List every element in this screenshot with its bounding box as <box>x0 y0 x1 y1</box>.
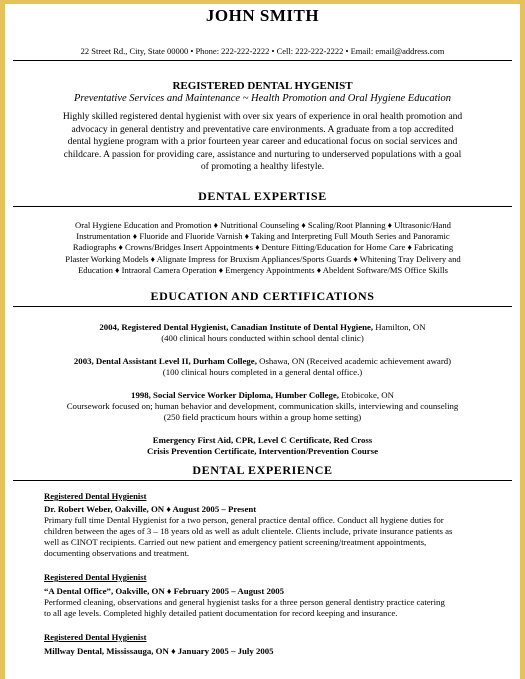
education-detail: Coursework focused on; human behavior and development, communication skills, interviewing and counseling <box>66 401 459 411</box>
education-entry <box>25 322 500 344</box>
section-divider <box>13 480 512 481</box>
job-title: Registered Dental Hygienist <box>44 572 147 582</box>
resume-page <box>5 4 520 679</box>
job-description <box>44 597 504 619</box>
job-description-line: Performed cleaning, observations and general hygienist tasks for a three person general dentistry practice catering <box>44 597 445 607</box>
job-description-line: children between the ages of 3 – 18 years old as well as adult clientele. Clients include, private insurance patients as <box>44 526 453 536</box>
candidate-name: JOHN SMITH <box>205 6 320 25</box>
job-description-line: documenting observations and treatment. <box>44 548 190 558</box>
section-heading-experience: DENTAL EXPERIENCE <box>192 463 333 477</box>
expertise-list <box>33 220 493 276</box>
section-heading-education: EDUCATION AND CERTIFICATIONS <box>150 289 375 303</box>
summary-line: childcare. A passion for providing care, assistance and nurturing to underserved populations with a goal <box>63 148 462 160</box>
job-description-line: well as CINOT recipients. Carried out new patient and emergency patient screening/treatment appointments, <box>44 537 427 547</box>
expertise-line: Plaster Working Models ♦ Alignate Impress for Bruxism Appliances/Sports Guards ♦ Whitening Tray Delivery and <box>65 253 461 264</box>
certification-line: Emergency First Aid, CPR, Level C Certificate, Red Cross <box>152 435 373 445</box>
summary-line: of promoting a healthy lifestyle. <box>200 161 325 172</box>
job-description <box>44 515 504 559</box>
job-description-line: to all age levels. Completed highly detailed patient documentation for record keeping and insurance. <box>44 608 398 618</box>
education-degree: 1998, Social Service Worker Diploma, Humber College, <box>131 390 339 400</box>
expertise-line: Education ♦ Intraoral Camera Operation ♦ Emergency Appointments ♦ Abeldent Software/MS Office Skills <box>78 264 448 275</box>
job-employer: “A Dental Office”, Oakville, ON ♦ February 2005 – August 2005 <box>44 586 285 596</box>
headline-subtitle: Preventative Services and Maintenance ~ Health Promotion and Oral Hygiene Education <box>74 93 451 104</box>
section-heading-expertise: DENTAL EXPERTISE <box>198 189 327 203</box>
expertise-line: Radiographs ♦ Crowns/Bridges Insert Appointments ♦ Denture Fitting/Education for Home Care ♦ Fabricating <box>72 242 454 253</box>
summary-line: advocacy in general dentistry and preventative care environments. A graduate from a top accredited <box>71 123 454 135</box>
job-title: Registered Dental Hygienist <box>44 632 147 642</box>
summary-line: dental hygiene program with a prior fourteen year career and educational focus on social services and <box>67 136 458 147</box>
headline-title: REGISTERED DENTAL HYGENIST <box>172 80 353 92</box>
job-description-line: Primary full time Dental Hygienist for a two person, general practice dental office. Conduct all hygiene duties for <box>44 515 444 525</box>
certification-line: Crisis Prevention Certificate, Intervention/Prevention Course <box>146 446 379 456</box>
job-title: Registered Dental Hygienist <box>44 491 147 501</box>
education-entry <box>25 390 500 423</box>
education-detail: (250 field practicum hours within a group home setting) <box>163 412 362 422</box>
education-location: Oshawa, ON (Received academic achievement award) <box>256 356 452 366</box>
education-degree: 2003, Dental Assistant Level II, Durham College, <box>73 356 257 366</box>
summary-paragraph <box>35 111 490 174</box>
education-degree: 2004, Registered Dental Hygienist, Canadian Institute of Dental Hygiene, <box>99 322 374 332</box>
contact-line: 22 Street Rd., City, State 00000 • Phone: 222-222-2222 • Cell: 222-222-2222 • Email: email@address.com <box>80 46 445 56</box>
expertise-line: Oral Hygiene Education and Promotion ♦ Nutritional Counseling ♦ Scaling/Root Planning ♦ Ultrasonic/Hand <box>75 220 451 230</box>
education-location: Etobicoke, ON <box>338 390 394 400</box>
section-divider <box>13 306 512 307</box>
expertise-line: Instrumentation ♦ Fluoride and Fluoride Varnish ♦ Taking and Interpreting Full Mouth Series and Panoramic <box>76 231 450 242</box>
header-divider <box>13 60 512 61</box>
summary-line: Highly skilled registered dental hygienist with over six years of experience in oral health promotion and <box>62 111 463 122</box>
education-detail: (100 clinical hours completed in a general dental office.) <box>162 367 363 377</box>
job-employer: Millway Dental, Mississauga, ON ♦ January 2005 – July 2005 <box>44 646 274 656</box>
education-detail: (400 clinical hours conducted within school dental clinic) <box>161 333 364 343</box>
education-location: Hamilton, ON <box>373 322 426 332</box>
job-employer: Dr. Robert Weber, Oakville, ON ♦ August 2005 – Present <box>44 504 257 514</box>
section-divider <box>13 206 512 207</box>
certifications <box>25 435 500 457</box>
education-entry <box>25 356 500 378</box>
